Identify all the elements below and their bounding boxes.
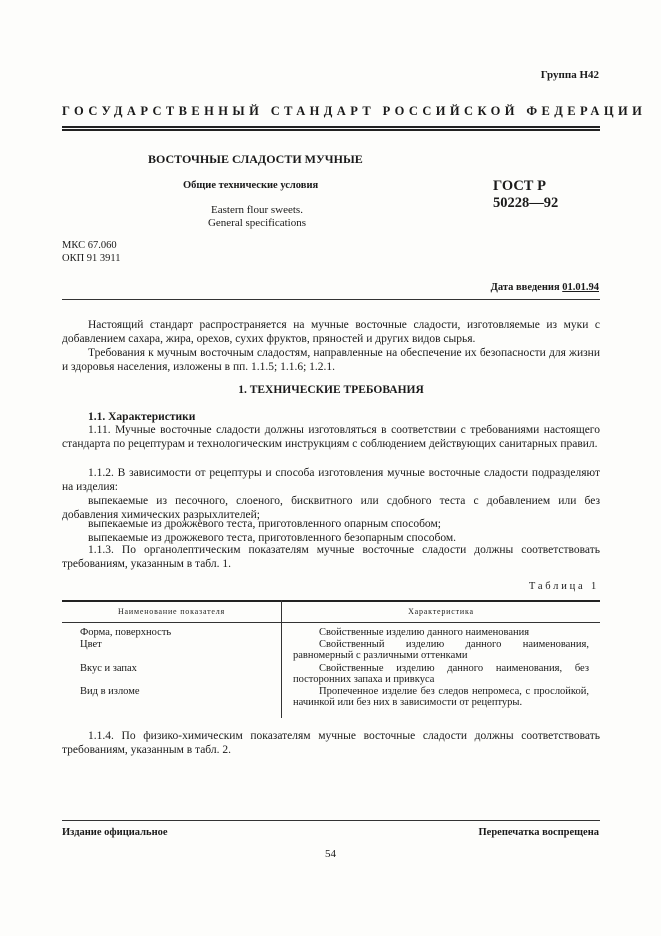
english-title-line-2: General specifications: [207, 217, 307, 229]
intro-paragraph-1: Настоящий стандарт распространяется на мучные восточные сладости, изготовляемые из муки с добавлением сахара, жира, орехов, сухих фруктов, пряностей и других видов сырья.: [62, 319, 600, 346]
gost-designation: [493, 178, 558, 212]
clause-item-3: выпекаемые из дрожжевого теста, приготовленного безопарным способом.: [88, 532, 457, 544]
state-standard-heading: ГОСУДАРСТВЕННЫЙ СТАНДАРТ РОССИЙСКОЙ ФЕДЕРАЦИИ: [62, 104, 647, 118]
clause-1-1-1: 1.11. Мучные восточные сладости должны изготовляться в соответствии с требованиями настоящего стандарта по рецептурам и технологическим инструкциям с соблюдением действующих санитарных правил.: [62, 424, 600, 451]
gost-line-1: ГОСТ Р: [493, 178, 546, 194]
clause-1-1-3: 1.1.3. По органолептическим показателям мучные восточные сладости должны соответствовать требованиям, указанным в табл. 1.: [62, 544, 600, 571]
table-header-value: Характеристика: [408, 607, 474, 616]
document-title: ВОСТОЧНЫЕ СЛАДОСТИ МУЧНЫЕ: [148, 152, 363, 166]
effective-date-value: 01.01.94: [562, 282, 599, 293]
gost-line-2: 50228—92: [493, 195, 559, 211]
table-row-value: Свойственные изделию данного наименования, без посторонних запаха и привкуса: [293, 663, 589, 686]
table-row-name: Вкус и запах: [80, 663, 137, 674]
section-heading: 1. ТЕХНИЧЕСКИЕ ТРЕБОВАНИЯ: [238, 384, 424, 396]
classification-codes: [62, 240, 121, 265]
subsection-heading: 1.1. Характеристики: [88, 411, 196, 423]
table-row-name: Форма, поверхность: [80, 627, 172, 638]
table-column-divider: [281, 600, 282, 718]
english-title: [180, 204, 334, 230]
effective-date-label: Дата введения: [490, 282, 560, 293]
clause-item-2: выпекаемые из дрожжевого теста, приготовленного опарным способом;: [88, 518, 441, 530]
table-top-rule: [62, 600, 600, 602]
group-code: Группа Н42: [540, 69, 599, 81]
effective-date: [491, 282, 599, 293]
english-title-line-1: Eastern flour sweets.: [211, 204, 303, 216]
heading-rule-top: [62, 126, 600, 128]
clause-item-1: выпекаемые из песочного, слоеного, бисквитного или сдобного теста с добавлением или без добавления химических разрыхлителей;: [62, 495, 600, 522]
date-divider: [62, 299, 600, 300]
document-subtitle: Общие технические условия: [183, 180, 319, 191]
heading-rule-bottom: [62, 129, 600, 131]
clause-1-1-4: 1.1.4. По физико-химическим показателям мучные восточные сладости должны соответствовать требованиям, указанным в табл. 2.: [62, 730, 600, 757]
intro-paragraph-2: Требования к мучным восточным сладостям, направленные на обеспечение их безопасности для жизни и здоровья населения, изложены в пп. 1.1.5; 1.1.6; 1.2.1.: [62, 347, 600, 374]
okp-code: ОКП 91 3911: [62, 252, 121, 264]
footer-rule: [62, 820, 600, 821]
table-row-name: Вид в изломе: [80, 686, 140, 697]
table-caption: Таблица 1: [528, 581, 599, 592]
table-row-value: Свойственный изделию данного наименования, равномерный с различными оттенками: [293, 639, 589, 662]
table-row-value: Пропеченное изделие без следов непромеса, с прослойкой, начинкой или без них в зависимости от рецептуры.: [293, 686, 589, 709]
table-header-name: Наименование показателя: [117, 607, 226, 616]
mks-code: МКС 67.060: [62, 240, 117, 251]
table-row-name: Цвет: [80, 639, 102, 650]
page-number: 54: [325, 848, 336, 860]
table-row-value: Свойственные изделию данного наименования: [319, 627, 530, 638]
clause-1-1-2: 1.1.2. В зависимости от рецептуры и способа изготовления мучные восточные сладости подразделяют на изделия:: [62, 467, 600, 494]
footer-reprint-prohibited: Перепечатка воспрещена: [478, 827, 599, 838]
table-header-rule: [62, 622, 600, 623]
footer-official-edition: Издание официальное: [62, 827, 168, 838]
